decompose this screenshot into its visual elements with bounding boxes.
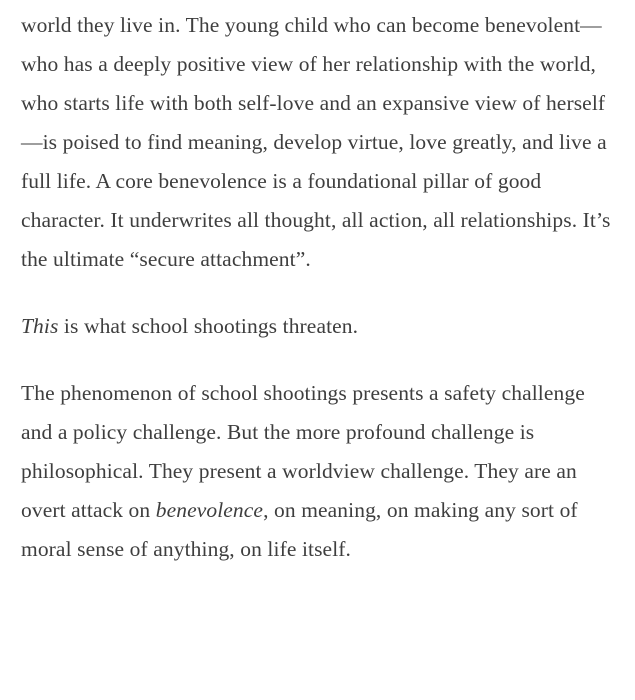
emphasized-text: This <box>21 314 59 338</box>
paragraph <box>21 6 617 279</box>
paragraph <box>21 307 617 346</box>
body-text: , on meaning, on making any sort of moral sense of anything, on life itself. <box>21 498 578 561</box>
paragraph <box>21 374 617 569</box>
body-text: world they live in. The young child who can become benevolent—who has a deeply positive view of her relationship with the world, who starts life with both self-love and an expansive view of herself—is poised to find meaning, develop virtue, love greatly, and live a full life. A core benevolence is a foundational pillar of good character. It underwrites all thought, all action, all relationships. It’s the ultimate “secure attachment”. <box>21 13 611 271</box>
paragraph-container <box>21 6 617 569</box>
body-text: is what school shootings threaten. <box>58 314 359 338</box>
emphasized-text: benevolence <box>155 498 264 522</box>
body-text: The phenomenon of school shootings presents a safety challenge and a policy challenge. But the more profound challenge is philosophical. They present a worldview challenge. They are an overt attack on <box>21 381 585 522</box>
